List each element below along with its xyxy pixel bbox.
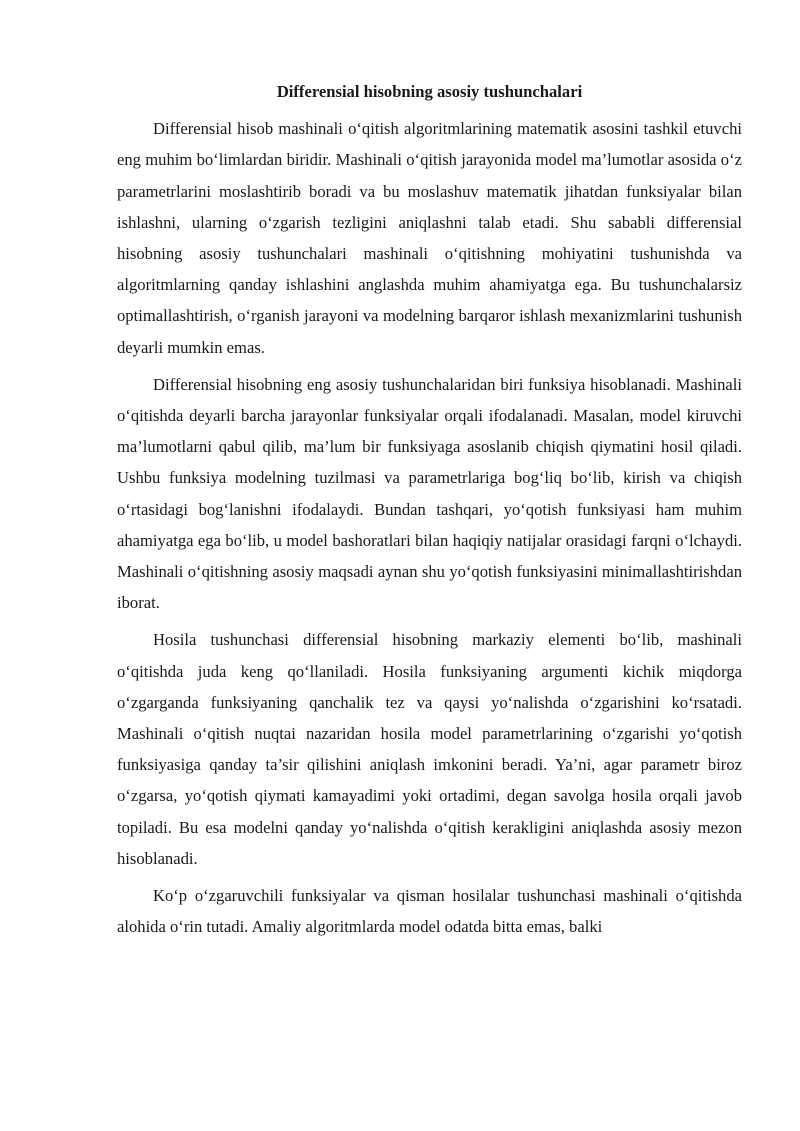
paragraph: Differensial hisob mashinali o‘qitish algoritmlarining matematik asosini tashkil etuvchi eng muhim bo‘limlardan biridir. Mashinali o‘qitish jarayonida model ma’lumotlar asosida o‘z parametrlarini moslashtirib boradi va bu moslashuv matematik jihatdan funksiyalar bilan ishlashni, ularning o‘zgarish tezligini aniqlashni talab etadi. Shu sababli differensial hisobning asosiy tushunchalari mashinali o‘qitishning mohiyatini tushunishda va algoritmlarning qanday ishlashini anglashda muhim ahamiyatga ega. Bu tushunchalarsiz optimallashtirish, o‘rganish jarayoni va modelning barqaror ishlash mexanizmlarini tushunish deyarli mumkin emas. [117, 119, 742, 357]
paragraph: Differensial hisobning eng asosiy tushunchalaridan biri funksiya hisoblanadi. Mashinali o‘qitishda deyarli barcha jarayonlar funksiyalar orqali ifodalanadi. Masalan, model kiruvchi ma’lumotlarni qabul qilib, ma’lum bir funksiyaga asoslanib chiqish qiymatini hosil qiladi. Ushbu funksiya modelning tuzilmasi va parametrlariga bog‘liq bo‘lib, kirish va chiqish o‘rtasidagi bog‘lanishni ifodalaydi. Bundan tashqari, yo‘qotish funksiyasi ham muhim ahamiyatga ega bo‘lib, u model bashoratlari bilan haqiqiy natijalar orasidagi farqni o‘lchaydi. Mashinali o‘qitishning asosiy maqsadi aynan shu yo‘qotish funksiyasini minimallashtirishdan iborat. [117, 374, 742, 613]
document-title: Differensial hisobning asosiy tushunchalari [276, 82, 583, 101]
document-body [117, 76, 742, 948]
paragraph: Hosila tushunchasi differensial hisobning markaziy elementi bo‘lib, mashinali o‘qitishda juda keng qo‘llaniladi. Hosila funksiyaning argumenti kichik miqdorga o‘zgarganda funksiyaning qanchalik tez va qaysi yo‘nalishda o‘zgarishini ko‘rsatadi. Mashinali o‘qitish nuqtai nazaridan hosila model parametrlarining o‘zgarishi yo‘qotish funksiyasiga qanday ta’sir qilishini aniqlash imkonini beradi. Ya’ni, agar parametr biroz o‘zgarsa, yo‘qotish qiymati kamayadimi yoki ortadimi, degan savolga hosila orqali javob topiladi. Bu esa modelni qanday yo‘nalishda o‘qitish kerakligini aniqlashda asosiy mezon hisoblanadi. [117, 630, 742, 868]
paragraph: Ko‘p o‘zgaruvchili funksiyalar va qisman hosilalar tushunchasi mashinali o‘qitishda alohida o‘rin tutadi. Amaliy algoritmlarda model odatda bitta emas, balki [117, 886, 742, 937]
